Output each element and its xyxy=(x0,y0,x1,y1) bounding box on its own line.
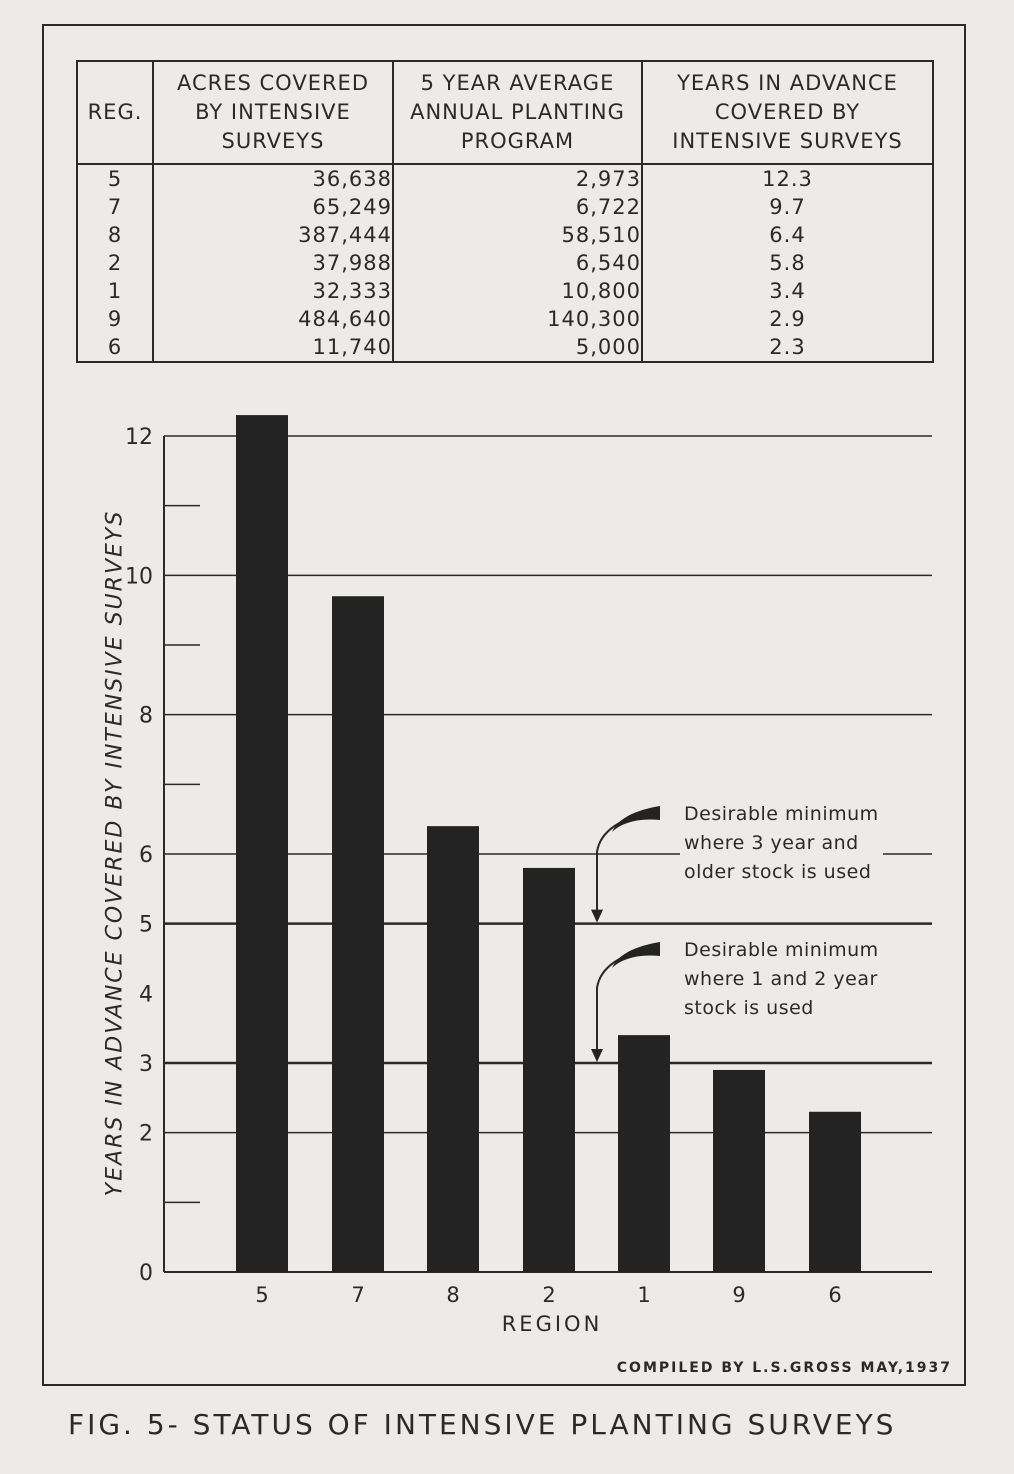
y-tick-label: 0 xyxy=(139,1261,153,1286)
cell-years: 12.3 xyxy=(642,164,933,193)
cell-years: 6.4 xyxy=(642,221,933,249)
x-axis-label: REGION xyxy=(501,1312,603,1336)
credit-line: COMPILED BY L.S.GROSS MAY,1937 xyxy=(616,1360,952,1376)
arrow-3-year-stem xyxy=(597,812,660,914)
cell-region: 8 xyxy=(77,221,153,249)
cell-years: 9.7 xyxy=(642,193,933,221)
cell-planting: 10,800 xyxy=(393,277,642,305)
x-tick-label: 7 xyxy=(351,1283,365,1307)
cell-planting: 140,300 xyxy=(393,305,642,333)
cell-region: 7 xyxy=(77,193,153,221)
cell-acres: 65,249 xyxy=(153,193,393,221)
arrow-3-year-head xyxy=(591,910,603,923)
cell-acres: 11,740 xyxy=(153,333,393,362)
arrow-3-year-tail xyxy=(612,806,660,832)
annotation-3-year-stock: Desirable minimum where 3 year and older stock is used xyxy=(680,800,883,887)
bar-region-1 xyxy=(618,1035,670,1272)
bar-region-7 xyxy=(332,596,384,1272)
cell-region: 6 xyxy=(77,333,153,362)
y-tick-label: 3 xyxy=(139,1052,153,1077)
x-tick-label: 8 xyxy=(446,1283,460,1307)
y-tick-label: 8 xyxy=(139,703,153,729)
x-tick-label: 2 xyxy=(542,1283,556,1307)
bar-region-2 xyxy=(523,868,575,1272)
cell-region: 9 xyxy=(77,305,153,333)
bar-region-5 xyxy=(236,415,288,1272)
figure-caption: FIG. 5- STATUS OF INTENSIVE PLANTING SURVEYS xyxy=(68,1408,897,1441)
bar-region-8 xyxy=(427,826,479,1272)
cell-years: 2.9 xyxy=(642,305,933,333)
cell-acres: 37,988 xyxy=(153,249,393,277)
bar-region-9 xyxy=(713,1070,765,1272)
cell-region: 2 xyxy=(77,249,153,277)
x-tick-label: 5 xyxy=(255,1283,269,1307)
y-axis-label: YEARS IN ADVANCE COVERED BY INTENSIVE SURVEYS xyxy=(102,509,128,1197)
y-tick-label: 2 xyxy=(139,1121,153,1147)
y-tick-label: 4 xyxy=(139,982,153,1008)
header-years-in-advance: YEARS IN ADVANCE COVERED BY INTENSIVE SURVEYS xyxy=(642,61,933,164)
arrow-1-2-year-tail xyxy=(612,942,660,968)
cell-acres: 387,444 xyxy=(153,221,393,249)
annotation-1-2-year-stock: Desirable minimum where 1 and 2 year stock is used xyxy=(680,936,883,1023)
header-planting-program: 5 YEAR AVERAGE ANNUAL PLANTING PROGRAM xyxy=(393,61,642,164)
bar-region-6 xyxy=(809,1112,861,1272)
cell-years: 3.4 xyxy=(642,277,933,305)
cell-planting: 5,000 xyxy=(393,333,642,362)
cell-planting: 6,722 xyxy=(393,193,642,221)
cell-acres: 36,638 xyxy=(153,164,393,193)
x-tick-label: 1 xyxy=(637,1283,651,1307)
cell-region: 1 xyxy=(77,277,153,305)
y-tick-label: 10 xyxy=(125,564,153,590)
y-tick-label: 6 xyxy=(139,843,153,868)
cell-years: 2.3 xyxy=(642,333,933,362)
x-tick-label: 6 xyxy=(828,1283,842,1307)
y-tick-label: 5 xyxy=(139,912,153,938)
cell-acres: 484,640 xyxy=(153,305,393,333)
cell-acres: 32,333 xyxy=(153,277,393,305)
y-tick-label: 12 xyxy=(125,425,153,450)
cell-region: 5 xyxy=(77,164,153,193)
cell-planting: 2,973 xyxy=(393,164,642,193)
header-acres: ACRES COVERED BY INTENSIVE SURVEYS xyxy=(153,61,393,164)
header-region: REG. xyxy=(77,61,153,164)
cell-planting: 6,540 xyxy=(393,249,642,277)
cell-planting: 58,510 xyxy=(393,221,642,249)
arrow-1-2-year-head xyxy=(591,1049,603,1062)
cell-years: 5.8 xyxy=(642,249,933,277)
x-tick-label: 9 xyxy=(732,1283,746,1307)
